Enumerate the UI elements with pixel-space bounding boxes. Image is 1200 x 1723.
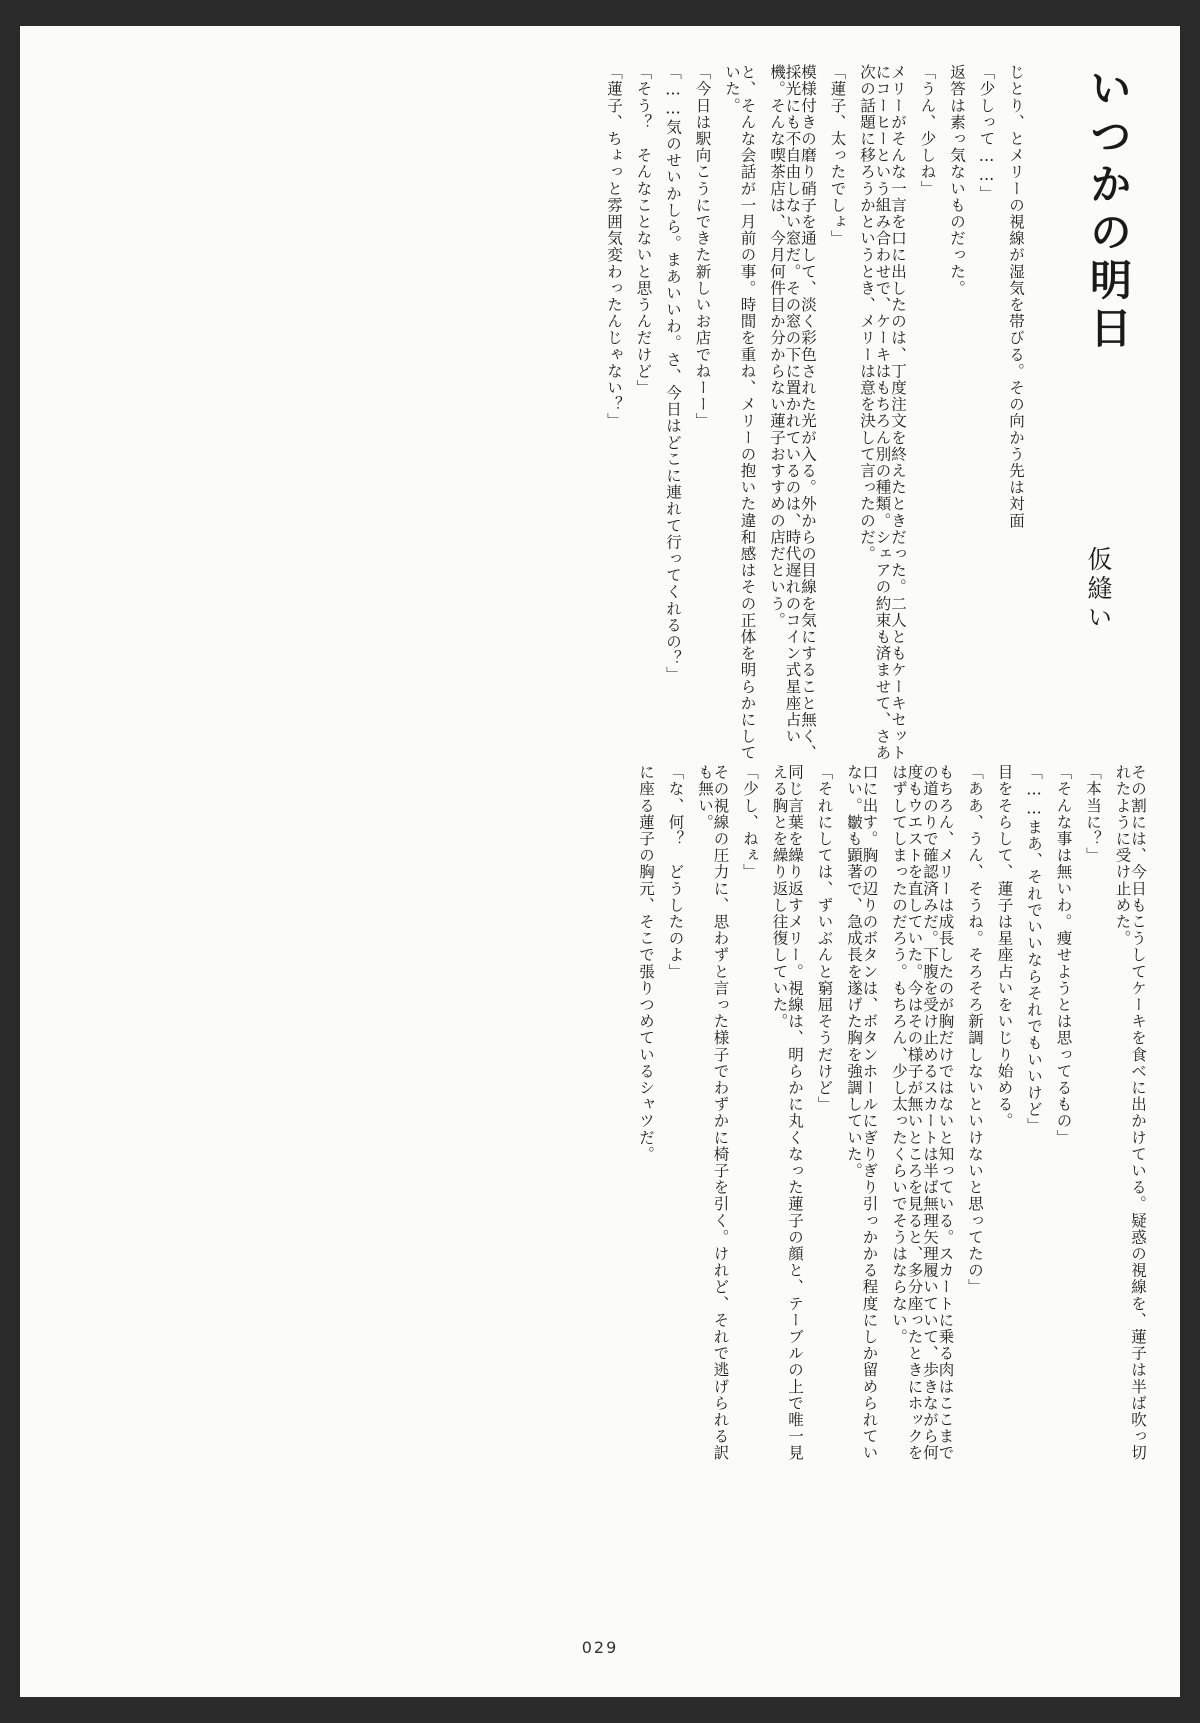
page-frame-left	[0, 0, 20, 1723]
text-column: 口に出す。胸の辺りのボタンは、ボタンホールにぎりぎり引っかかる程度にしか留められていない。皺も顕著で、急成長を遂げた胸を強調していた。	[845, 764, 879, 1462]
text-column: 同じ言葉を繰り返すメリー。視線は、明らかに丸くなった蓮子の顔と、テーブルの上で唯一見える胸とを繰り返し往復していた。	[770, 764, 804, 1462]
text-column: その割には、今日もこうしてケーキを食べに出かけている。疑惑の視線を、蓮子は半ば吹っ切れたように受け止めた。	[1113, 764, 1147, 1462]
page-frame-bottom	[0, 1697, 1200, 1723]
text-column: 「……まあ、それでいいならそれでもいいけど」	[1025, 764, 1043, 1135]
text-column: 「そんな事は無いわ。痩せようとは思ってるもの」	[1054, 764, 1073, 1146]
text-column: 返答は素っ気ないものだった。	[948, 64, 966, 297]
author-name: 仮縫い	[1084, 546, 1113, 633]
text-column: その視線の圧力に、思わずと言った様子でわずかに椅子を引く。けれど、それで逃げられる訳も無い。	[696, 764, 730, 1462]
text-column: 「そう？ そんなことないと思うんだけど」	[634, 64, 653, 396]
text-column: 「……気のせいかしら。まあいいわ。さ、今日はどこに連れて行ってくれるの？」	[664, 64, 682, 684]
text-column: 「ああ、うん、そうね。そろそろ新調しないといけないと思ってたの」	[966, 764, 984, 1296]
text-column: 「蓮子、太ったでしょ」	[828, 64, 847, 247]
text-column: 「少し、ねぇ」	[741, 764, 759, 881]
body-text-lower-block	[631, 764, 1153, 1464]
page-title: いつかの明日	[1084, 66, 1133, 354]
text-column: 模様付きの磨り硝子を通して、淡く彩色された光が入る。外からの目線を気にすること無く、採光にも不自由しない窓だ。その窓の下に置かれているのは、時代遅れのコイン式星座占い機。そんな喫茶店は、今月何件目か分からない蓮子おすすめの店だという。	[768, 64, 817, 762]
text-column: に座る蓮子の胸元、そこで張りつめているシャツだ。	[637, 764, 655, 1163]
text-column: 「少しって……」	[977, 64, 996, 202]
page-content-area	[20, 26, 1180, 1697]
page-frame-right	[1180, 0, 1200, 1723]
page-number: 029	[581, 1638, 619, 1657]
text-column: 目をそらして、蓮子は星座占いをいじり始める。	[995, 764, 1014, 1130]
text-column: 「今日は駅向こうにできた新しいお店でねーー」	[693, 64, 712, 430]
text-column: 「うん、少しね」	[918, 64, 937, 197]
text-column: 「蓮子、ちょっと雰囲気変わったんじゃない？」	[605, 64, 623, 430]
page-frame-top	[0, 0, 1200, 26]
text-column: メリーがそんな一言を口に出したのは、丁度注文を終えたときだった。二人ともケーキセットにコーヒーという組み合わせで、ケーキはもちろん別の種類。シェアの約束も済ませて、さあ次の話題に移ろうかというとき、メリーは意を決して言ったのだ。	[858, 64, 907, 762]
body-text-upper-block	[599, 64, 1031, 764]
text-column: と、そんな会話が一月前の事。時間を重ね、メリーの抱いた違和感はその正体を明らかにしていた。	[723, 64, 757, 762]
text-column: 「本当に？」	[1084, 764, 1102, 864]
text-column: 「な、何？ どうしたのよ」	[666, 764, 685, 980]
text-column: 「それにしては、ずいぶんと窮屈そうだけど」	[815, 764, 834, 1113]
text-column: もちろん、メリーは成長したのが胸だけではないと知っている。スカートに乗る肉はここまでの道のりで確認済みだ。下腹を受け止めるスカートは半ば無理矢理履いていて、歩きながら何度もウエストを直していた。今はその様子が無いところを見ると、多分座ったときにホックをはずしてしまったのだろう。もちろん、少し太ったくらいでそうはならない。	[890, 764, 955, 1462]
text-column: じとり、とメリーの視線が湿気を帯びる。その向かう先は対面	[1007, 64, 1025, 529]
